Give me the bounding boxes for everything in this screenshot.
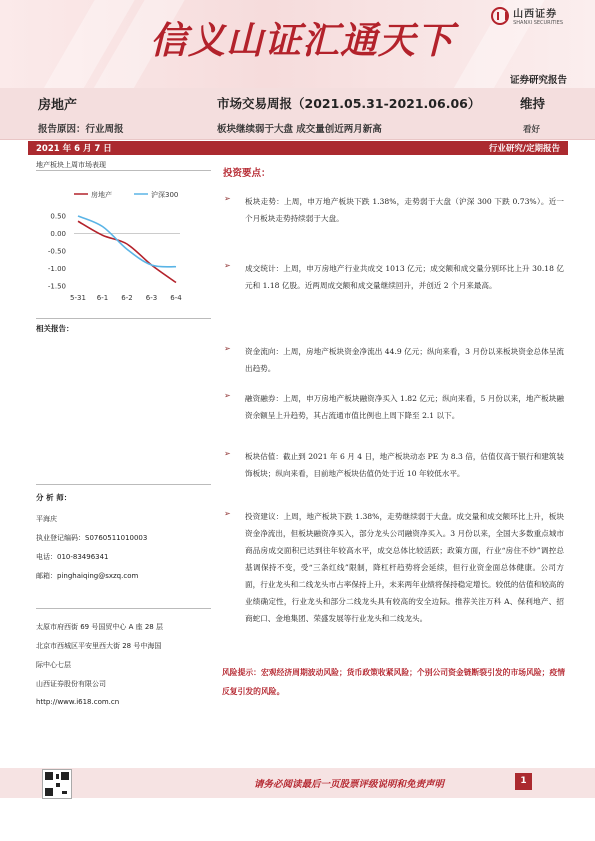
legend-label: 沪深300 bbox=[151, 191, 179, 199]
arrow-icon: ➢ bbox=[224, 509, 231, 518]
risk-label: 风险提示： bbox=[222, 668, 261, 677]
rating-sub: 看好 bbox=[523, 125, 541, 135]
arrow-icon: ➢ bbox=[224, 391, 231, 400]
x-tick-label: 6-2 bbox=[121, 294, 133, 302]
series-line bbox=[78, 221, 176, 282]
x-tick-label: 6-3 bbox=[145, 294, 158, 302]
divider bbox=[36, 318, 211, 319]
highlight-text: 资金流向：上周，房地产板块资金净流出 44.9 亿元；纵向来看，3 月份以来板块资金总体呈流出趋势。 bbox=[245, 347, 564, 373]
arrow-icon: ➢ bbox=[224, 194, 231, 203]
page-number: 1 bbox=[515, 773, 532, 790]
y-tick-label: 0.50 bbox=[50, 212, 66, 221]
report-info bbox=[0, 88, 595, 140]
header-banner bbox=[0, 0, 595, 88]
rating: 维持 bbox=[520, 96, 546, 111]
address-line: 太原市府西街 69 号国贸中心 A 座 28 层 bbox=[36, 623, 163, 631]
logo-name: 山西证券 bbox=[513, 9, 558, 20]
y-tick-label: -1.00 bbox=[47, 265, 66, 273]
y-tick-label: -1.50 bbox=[47, 282, 66, 291]
y-tick-label: -0.50 bbox=[47, 247, 66, 256]
highlight-text: 板块估值：截止到 2021 年 6 月 4 日，地产板块动态 PE 为 8.3 倍，估值仅高于银行和建筑装饰板块；纵向来看，目前地产板块估值仍处于近 10 年较低水平。 bbox=[245, 452, 564, 478]
highlight-item bbox=[224, 508, 564, 627]
highlight-text: 成交统计：上周，申万房地产行业共成交 1013 亿元；成交额和成交量分别环比上升 30.18 亿元和 1.18 亿股。近两周成交额和成交量继续回升，并创近 2 个月来最高。 bbox=[245, 264, 564, 290]
divider bbox=[36, 608, 211, 609]
x-tick-label: 5-31 bbox=[70, 294, 86, 302]
highlight-item bbox=[224, 343, 564, 377]
report-subtitle: 板块继续弱于大盘 成交量创近两月新高 bbox=[217, 124, 382, 135]
logo-name-en: SHANXI SECURITIES bbox=[513, 20, 563, 26]
qr-code-icon bbox=[42, 769, 72, 799]
investment-highlights-title: 投资要点： bbox=[223, 168, 271, 179]
divider bbox=[36, 170, 211, 171]
highlight-text: 板块走势：上周，申万地产板块下跌 1.38%，走势弱于大盘（沪深 300 下跌 0.73%）。近一个月板块走势持续弱于大盘。 bbox=[245, 197, 564, 223]
report-category: 行业研究/定期报告 bbox=[488, 144, 560, 154]
sector-name: 房地产 bbox=[38, 98, 78, 113]
x-tick-label: 6-4 bbox=[170, 294, 182, 302]
address-line: 北京市西城区平安里西大街 28 号中海国 bbox=[36, 642, 162, 650]
date-bar bbox=[28, 141, 568, 155]
address-line: 际中心七层 bbox=[36, 661, 71, 669]
analyst-email[interactable]: 邮箱：pinghaiqing@sxzq.com bbox=[36, 572, 139, 580]
highlight-text: 融资融券：上周，申万房地产板块融资净买入 1.82 亿元；纵向来看，5 月份以来，地产板块融资余额呈上升趋势，其占流通市值比例也上周下降至 2.1 以下。 bbox=[245, 394, 564, 420]
slogan: 信义山证汇通天下 bbox=[150, 18, 454, 62]
report-title: 市场交易周报（2021.05.31-2021.06.06） bbox=[217, 96, 481, 111]
series-line bbox=[78, 216, 176, 267]
legend-label: 房地产 bbox=[91, 191, 112, 199]
disclaimer: 请务必阅读最后一页股票评级说明和免责声明 bbox=[254, 779, 445, 790]
line-chart bbox=[36, 172, 211, 312]
highlight-item bbox=[224, 448, 564, 482]
highlight-item bbox=[224, 193, 564, 227]
risk-text: 宏观经济周期波动风险；货币政策收紧风险；个别公司资金链断裂引发的市场风险；疫情反复引发的风险。 bbox=[222, 668, 566, 696]
report-type: 证券研究报告 bbox=[509, 75, 567, 86]
x-tick-label: 6-1 bbox=[96, 294, 109, 302]
arrow-icon: ➢ bbox=[224, 449, 231, 458]
related-reports-label: 相关报告： bbox=[36, 324, 74, 333]
highlight-item bbox=[224, 390, 564, 424]
company-name: 山西证券股份有限公司 bbox=[36, 680, 106, 688]
company-website[interactable]: http://www.i618.com.cn bbox=[36, 698, 120, 706]
chart-title: 地产板块上周市场表现 bbox=[36, 161, 106, 169]
analyst-name: 平海庆 bbox=[36, 515, 57, 523]
divider bbox=[36, 484, 211, 485]
report-reason: 报告原因：行业周报 bbox=[38, 124, 124, 135]
risk-warning bbox=[222, 663, 567, 701]
analyst-phone: 电话：010-83496341 bbox=[36, 553, 109, 561]
report-date: 2021 年 6 月 7 日 bbox=[36, 144, 112, 154]
arrow-icon: ➢ bbox=[224, 261, 231, 270]
logo-icon bbox=[491, 7, 509, 25]
analyst-label: 分 析 师： bbox=[36, 493, 72, 502]
left-column bbox=[36, 158, 211, 170]
arrow-icon: ➢ bbox=[224, 344, 231, 353]
analyst-license: 执业登记编码：S0760511010003 bbox=[36, 534, 148, 542]
highlight-text: 投资建议：上周，地产板块下跌 1.38%，走势继续弱于大盘。成交量和成交额环比上升，板块资金净流出，但板块融资净买入，部分龙头公司融资净买入。3 月份以来，全国大多数重点城市商品房成交面积已达到往年较高水平，成交总体比较活跃；政策方面，行业“房住不炒”调控总基调保持不变，受“三条红线”限制，降杠杆趋势将会延续，但行业资金面总体健康。公司方面，行业龙头和二线龙头市占率保持上升，未来两年业绩将保持稳定增长。较低的估值和较高的业绩确定性，行业龙头和部分二线龙头具有较高的安全边际。推荐关注万科 A、保利地产、招商蛇口、金地集团、荣盛发展等行业龙头和二线龙头。 bbox=[245, 512, 564, 623]
company-logo bbox=[491, 5, 563, 26]
highlight-item bbox=[224, 260, 564, 294]
y-tick-label: 0.00 bbox=[50, 230, 66, 238]
